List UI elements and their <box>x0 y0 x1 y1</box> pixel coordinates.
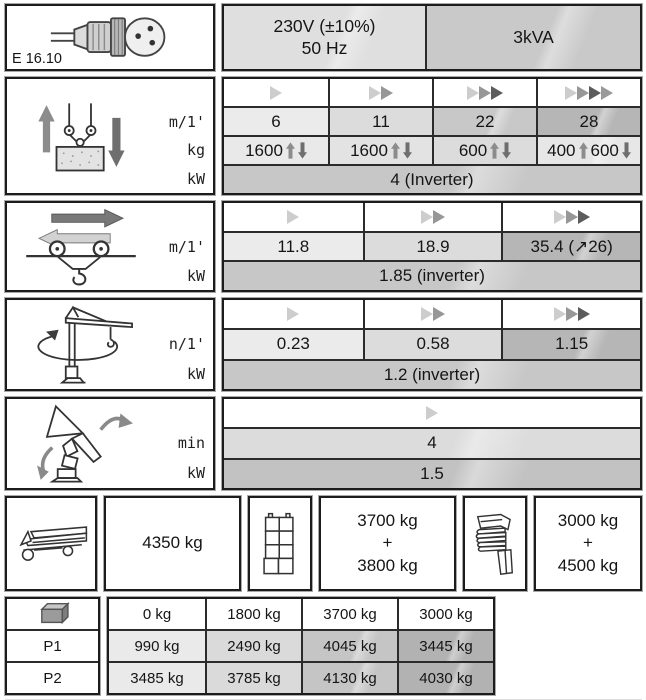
down-arrow-icon <box>298 142 307 159</box>
ballast-table-section <box>5 597 642 695</box>
trolley-section <box>5 201 642 292</box>
hoist-load-cell <box>328 137 432 164</box>
frequency-value: 50 Hz <box>301 37 348 58</box>
load-value: 1600 <box>350 140 388 160</box>
erection-section <box>5 397 642 490</box>
voltage-value: 230V (±10%) <box>273 15 376 36</box>
gear-1-arrow-icon <box>224 399 640 427</box>
ballast-block-stack-icon <box>258 505 302 583</box>
gear-4-arrow-icon <box>536 79 640 106</box>
slewing-speed-cell: 0.23 <box>224 330 363 358</box>
ballast-header-row <box>109 599 493 629</box>
p1-cell: 4045 kg <box>301 631 397 661</box>
trolley-speed-cell: 11.8 <box>224 233 363 261</box>
down-arrow-icon <box>622 142 631 159</box>
up-arrow-icon <box>490 142 499 159</box>
ballast-col-header: 0 kg <box>109 599 205 629</box>
slewing-speed-unit: n/1' <box>168 335 205 354</box>
gear-3-arrow-icon <box>501 203 640 231</box>
gear-3-arrow-icon <box>501 300 640 328</box>
ballast-p1-row <box>109 629 493 661</box>
hoist-load-cell <box>432 137 536 164</box>
power-ratings-box <box>222 4 642 71</box>
up-arrow-icon <box>579 142 588 159</box>
hoist-table <box>222 77 642 195</box>
hoist-power-value: 4 (Inverter) <box>224 166 640 193</box>
model-label: E 16.10 <box>12 51 62 67</box>
kva-cell <box>425 6 640 69</box>
up-arrow-icon <box>38 105 54 152</box>
p2-cell: 4130 kg <box>301 663 397 693</box>
p1-cell: 3445 kg <box>397 631 493 661</box>
hoist-speed-cell: 28 <box>536 108 640 135</box>
trolley-power-value: 1.85 (inverter) <box>224 262 640 290</box>
central-ballast-box <box>534 496 642 591</box>
down-arrow-icon <box>403 142 412 159</box>
trolley-unit-labels <box>169 203 205 290</box>
gear-3-arrow-icon <box>432 79 536 106</box>
apparent-power-value: 3kVA <box>513 26 554 47</box>
slewing-power-value: 1.2 (inverter) <box>224 361 640 389</box>
slewing-speed-cell: 0.58 <box>363 330 502 358</box>
trolley-table <box>222 201 642 292</box>
central-ballast-stack-icon <box>472 505 518 583</box>
up-arrow-icon <box>391 142 400 159</box>
trolley-power-row <box>224 260 640 290</box>
p1-cell: 2490 kg <box>205 631 301 661</box>
gear-1-arrow-icon <box>224 203 363 231</box>
trolley-speed-unit: m/1' <box>168 237 205 256</box>
central-ballast-icon-box <box>463 496 527 591</box>
erection-power-value: 1.5 <box>224 460 640 488</box>
counterweight-a-value: 3700 kg <box>357 511 418 531</box>
erection-time-row <box>224 427 640 457</box>
ballast-col-header: 1800 kg <box>205 599 301 629</box>
ballast-col-header: 3700 kg <box>301 599 397 629</box>
gear-1-arrow-icon <box>224 300 363 328</box>
up-arrow-icon <box>286 142 295 159</box>
ballast-data-table <box>107 597 495 695</box>
hoist-speed-cell: 11 <box>328 108 432 135</box>
folding-crane-icon <box>23 401 139 487</box>
erection-power-row <box>224 458 640 488</box>
load-up-value: 400 <box>547 140 576 160</box>
slewing-speed-cell: 1.15 <box>501 330 640 358</box>
hoist-speed-unit: m/1' <box>168 112 205 131</box>
slewing-gear-row <box>224 300 640 328</box>
gear-2-arrow-icon <box>328 79 432 106</box>
load-value: 1600 <box>245 140 283 160</box>
transport-icon-box <box>5 496 97 591</box>
hoist-section <box>5 77 642 195</box>
hoist-load-unit: kg <box>186 141 205 160</box>
trolley-speed-cell: 35.4 (↗26) <box>501 233 640 261</box>
counterweight-box <box>319 496 456 591</box>
trolley-speed-row <box>224 231 640 261</box>
hoist-power-row <box>224 164 640 193</box>
hoist-load-cell <box>224 137 328 164</box>
p2-cell: 3485 kg <box>109 663 205 693</box>
trolley-speed-cell: 18.9 <box>363 233 502 261</box>
hoist-load-row <box>224 135 640 164</box>
central-ballast-a-value: 3000 kg <box>557 511 619 531</box>
load-value: 600 <box>458 140 488 160</box>
weights-section <box>5 496 642 591</box>
hoist-unit-labels <box>169 79 205 193</box>
p2-cell: 4030 kg <box>397 663 493 693</box>
ballast-block-icon <box>34 600 72 628</box>
p2-cell: 3785 kg <box>205 663 301 693</box>
hoist-load-cell-split <box>536 137 640 164</box>
slewing-power-unit: kW <box>186 365 205 384</box>
gear-2-arrow-icon <box>363 203 502 231</box>
erection-table <box>222 397 642 490</box>
trolley-travel-icon <box>19 205 143 289</box>
ballast-block-icon-cell <box>7 599 98 629</box>
transport-weight-value: 4350 kg <box>142 533 203 553</box>
counterweight-icon-box <box>248 496 312 591</box>
power-section <box>5 4 642 71</box>
hoist-load-icon <box>22 92 140 180</box>
slewing-speed-row <box>224 328 640 358</box>
crane-on-trailer-icon <box>11 507 91 581</box>
right-arrow-icon <box>52 209 123 226</box>
ballast-p2-row <box>109 661 493 693</box>
counterweight-b-value: 3800 kg <box>357 555 418 575</box>
model-box <box>5 4 215 71</box>
down-arrow-icon <box>502 142 511 159</box>
voltage-cell <box>224 6 425 69</box>
slewing-icon-box <box>5 298 215 391</box>
plus-sign: + <box>583 533 593 553</box>
trolley-power-unit: kW <box>186 266 205 285</box>
ballast-table-left-column <box>5 597 100 695</box>
hoist-power-unit: kW <box>186 169 205 188</box>
down-arrow-icon <box>108 118 124 167</box>
ballast-col-header: 3000 kg <box>397 599 493 629</box>
slewing-crane-icon <box>18 302 144 388</box>
hoist-speed-row <box>224 106 640 135</box>
trolley-gear-row <box>224 203 640 231</box>
power-plug-icon <box>49 14 171 62</box>
erection-icon-box <box>5 397 215 490</box>
row-label-p2: P2 <box>7 661 98 693</box>
gear-2-arrow-icon <box>363 300 502 328</box>
gear-1-arrow-icon <box>224 79 328 106</box>
hoist-gear-row <box>224 79 640 106</box>
slewing-unit-labels <box>169 300 205 389</box>
slewing-table <box>222 298 642 391</box>
load-down-value: 600 <box>590 140 619 160</box>
transport-weight-box <box>104 496 241 591</box>
row-label-p1: P1 <box>7 629 98 661</box>
trolley-icon-box <box>5 201 215 292</box>
hoist-speed-cell: 22 <box>432 108 536 135</box>
erection-time-unit: min <box>177 434 205 453</box>
plus-sign: + <box>382 533 393 553</box>
hoist-icon-box <box>5 77 215 195</box>
erection-unit-labels <box>178 399 205 488</box>
slewing-section <box>5 298 642 391</box>
erection-gear-row <box>224 399 640 427</box>
hoist-speed-cell: 6 <box>224 108 328 135</box>
central-ballast-b-value: 4500 kg <box>557 555 619 575</box>
p1-cell: 990 kg <box>109 631 205 661</box>
slewing-power-row <box>224 359 640 389</box>
erection-power-unit: kW <box>186 464 205 483</box>
erection-time-value: 4 <box>224 429 640 457</box>
